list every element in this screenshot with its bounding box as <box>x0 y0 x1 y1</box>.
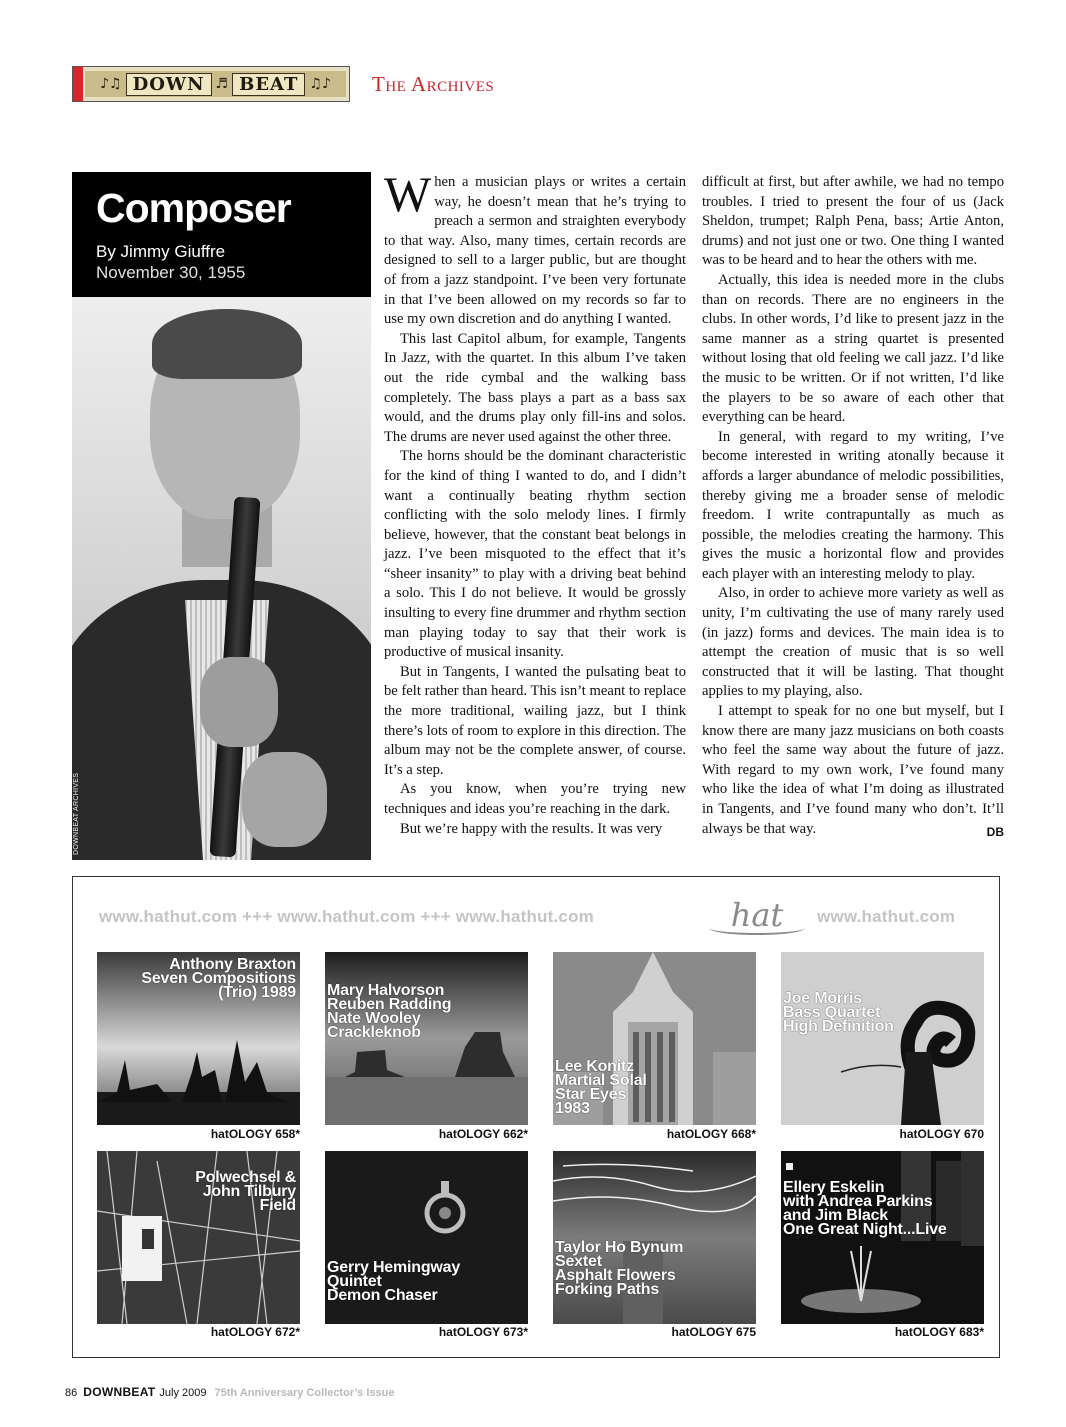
music-notes-icon: ♪♫ <box>100 76 122 92</box>
article-byline: By Jimmy Giuffre <box>96 242 226 261</box>
album-title: Taylor Ho Bynum Sextet Asphalt Flowers Forking Paths <box>555 1239 684 1298</box>
photo-credit: DOWNBEAT ARCHIVES <box>73 772 80 855</box>
album-cover <box>781 1151 984 1324</box>
paragraph-text: hen a musician plays or writes a certain way, he doesn’t mean that he’s trying to preach a sermon and straighten everybody to that way. Also, many times, certain records are designed to sell to a larger public, but are thought of from a jazz standpoint. I’ve been very fortunate in that I’ve been allowed on my records so far to use my own discretion and do anything I wanted. <box>384 174 686 328</box>
footer-month: July 2009 <box>159 1387 207 1399</box>
section-title: The Archives <box>372 72 495 96</box>
album-title: Gerry Hemingway Quintet Demon Chaser <box>327 1259 461 1304</box>
album-art-city-lights <box>553 1151 756 1324</box>
downbeat-logo <box>72 66 350 102</box>
article-column-1 <box>384 166 686 839</box>
portrait-photo <box>72 297 371 860</box>
music-notes-icon: ♬ <box>215 76 229 92</box>
article-title-box <box>72 172 371 297</box>
paragraph: Also, in order to achieve more variety as well as unity, I’m cultivating the use of many rarely used (in jazz) forms and devices. The main idea is to attempt the creation of music that is so well constructed that it will be lasting. That thought applies to my playing, also. <box>702 585 1004 700</box>
paragraph: But in Tangents, I wanted the pulsating beat to be felt rather than heard. This isn’t meant to replace the more traditional, wailing jazz, but I think there’s lots of room to explore in this direction. The album may not be the complete answer, of course. It’s a step. <box>384 663 686 778</box>
paragraph: This last Capitol album, for example, Tangents In Jazz, with the quartet. In this album I’ve taken out the ride cymbal and the walking bass completely. The bass plays a part as a bass sax would, and the drums play only fill-ins and solos. The drums are never used against the other three. <box>384 330 686 445</box>
album-art-bass-scroll <box>781 952 984 1125</box>
paragraph <box>384 166 686 330</box>
ad-banner-url-right[interactable]: www.hathut.com <box>817 907 956 926</box>
hat-logo-swoosh <box>709 921 805 935</box>
album-cover <box>553 952 756 1125</box>
logo-red-bar <box>73 67 83 101</box>
music-notes-icon: ♫♪ <box>309 76 331 92</box>
photo-hair <box>152 309 302 379</box>
album-title: Polwechsel & John Tilbury Field <box>195 1169 296 1214</box>
paragraph: But we’re happy with the results. It was very <box>400 820 663 837</box>
article-date: November 30, 1955 <box>96 263 246 282</box>
article-column-2 <box>702 173 1004 842</box>
paragraph: Actually, this idea is needed more in the clubs than on records. There are no engineers in the clubs. In other words, I’d like to present jazz in the same manner as a string quartet is presented without losing that old feeling we call jazz. I’d like the music to be written. Or if not written, I’d like the players to be so aware of each other that everything can be heard. <box>702 271 1004 426</box>
paragraph: The horns should be the dominant characteristic for the kind of thing I wanted to do, and I didn’t want a continually beating rhythm section conflicting with the solo melody lines. I firmly believe, however, that the constant beat belongs in jazz. I’ve been misquoted to the effect that it’s “sheer insanity” to play with a driving beat behind a solo. This I do not believe. It would be grossly insulting to every fine drummer and rhythm section man playing today to say that their work is productive of musical insanity. <box>384 448 686 661</box>
footer-magazine: DOWNBEAT <box>83 1385 156 1399</box>
article-title: Composer <box>96 185 291 231</box>
album-cover <box>325 952 528 1125</box>
album-code: hatOLOGY 668* <box>666 1127 756 1141</box>
album-code: hatOLOGY 683* <box>894 1325 984 1339</box>
paragraph: difficult at first, but after awhile, we had no tempo troubles. I tried to present the four of us (Jack Sheldon, trumpet; Ralph Pena, bass; Artie Anton, drums) and not just one or two. One thing I wanted was to be heard and to hear the others with me. <box>702 174 1004 269</box>
paragraph <box>702 702 1004 839</box>
footer-issue: 75th Anniversary Collector’s Issue <box>214 1387 395 1399</box>
paragraph-text: I attempt to speak for no one but myself, but I know there are many jazz musicians on both coasts who feel the same way about the future of jazz. With regard to my own work, I’ve found many who like the idea of what I’m doing as illustrated in Tangents, and I’ve found many who don’t. It’ll always be that way. <box>702 703 1004 837</box>
album-title: Ellery Eskelin with Andrea Parkins and Jim Black One Great Night...Live <box>783 1179 947 1238</box>
hat-logo-text: hat <box>730 896 784 934</box>
album-code: hatOLOGY 675 <box>671 1325 756 1339</box>
album-title: Lee Konitz Martial Solal Star Eyes 1983 <box>555 1058 647 1117</box>
album-cover <box>781 952 984 1125</box>
photo-hand-lower <box>242 752 327 847</box>
album-title: Mary Halvorson Reuben Radding Nate Wooley Crackleknob <box>327 982 452 1041</box>
album-cover <box>325 1151 528 1324</box>
page-footer <box>65 1385 394 1399</box>
album-cover <box>97 952 300 1125</box>
logo-word-beat: BEAT <box>232 73 305 96</box>
album-title: Joe Morris Bass Quartet High Definition <box>783 990 894 1035</box>
paragraph: In general, with regard to my writing, I’ve become interested in writing atonally because it affords a larger abundance of melodic possibilities, thereby giving me a broader sense of melodic freedom. I write contrapuntally as much as possible, the melodies creating the harmony. This gives the music a horizontal flow and provides each player with an interesting melody to play. <box>702 428 1004 582</box>
album-cover <box>553 1151 756 1324</box>
photo-hand-upper <box>200 657 278 747</box>
drop-cap: W <box>384 166 432 222</box>
hat-logo <box>709 895 805 939</box>
album-title: Anthony Braxton Seven Compositions (Trio) 1989 <box>141 956 296 1001</box>
logo-word-down: DOWN <box>126 73 212 96</box>
page-number: 86 <box>65 1387 78 1399</box>
paragraph: As you know, when you’re trying new techniques and ideas you’re reaching in the dark. <box>384 781 686 817</box>
ad-banner-url-left[interactable]: www.hathut.com +++ www.hathut.com +++ www.hathut.com <box>99 907 594 926</box>
hathut-advertisement <box>72 876 1000 1358</box>
album-cover <box>97 1151 300 1324</box>
album-code: hatOLOGY 672* <box>210 1325 300 1339</box>
album-code: hatOLOGY 670 <box>899 1127 984 1141</box>
logo-band <box>85 71 346 97</box>
album-code: hatOLOGY 673* <box>438 1325 528 1339</box>
album-code: hatOLOGY 662* <box>438 1127 528 1141</box>
signoff-db: DB <box>986 824 1004 839</box>
album-code: hatOLOGY 658* <box>210 1127 300 1141</box>
